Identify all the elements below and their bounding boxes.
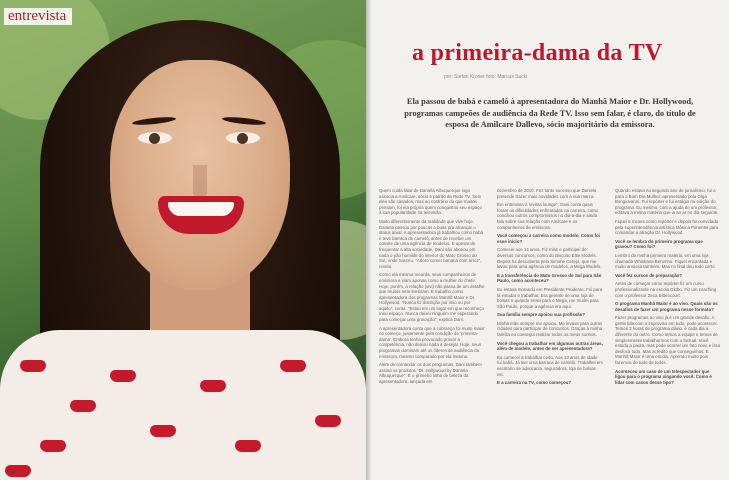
- paragraph: Fiquei 6 meses como repórter e depois fui convidada pela superintendência artística Mônica Pimentel para comandar a atração Dr. Hollywood.: [615, 218, 719, 236]
- interview-answer: Antes de começar como repórter fiz um curso profissionalizante na escola Globo. Fiz um coaching com o professor Zeca Bittencourt.: [615, 281, 717, 298]
- paragraph: Como ela mesma recorda, seus companheiros de emissora a viam apenas como a mulher do chefe. Hoje, porém, a relação (vivi) não passa de um detalhe que muitos nem lembram. E trabalho como apresentadora dos programas Manhã Maior e Dr. Hollywood. "Nunca fiz distinção por isso ou por aquilo", conta. "Estou em um lugar em que reconheço meu espaço. Nunca deixei ninguém me esperando para começar uma gravação", explica Dani.: [379, 272, 485, 323]
- interview-question: Você começou a carreira como modelo. Como foi esse início?: [497, 233, 600, 244]
- paragraph: Além de comandar os dois programas, Dani também assina os produtos "Dr. Hollywood by Daniela Albuquerque". É o primeiro linha de beleza da apresentadora, lançada em: [379, 362, 482, 384]
- paragraph: A apresentadora conta que a cobrança foi muito maior no começo, justamente pela condição de 'primeira-dama'. Embora tenha provocado provar a competência, não deixou nada a desejar. Hoje, seus programas dominam até os líderes de audiência da emissora, mesmo comparado por ela mesma.: [379, 325, 485, 359]
- interview-answer: Eu comecei a trabalhar cedo. Aos 13 anos de idade fui babá. Já tive uma barraca de camelô. Trabalhei em escritório de advocacia, seguradora, loja de bolsas etc.: [497, 354, 603, 377]
- paragraph: Em entrevista à revista lounge*, Dani conta quais foram os dificuldades enfrentadas na carreira, como conciliou outros compromissos no dia-a-dia e ainda fala sobre sua relação com Amilcare e os companheiros de emissora.: [497, 202, 599, 230]
- text-column-2: [497, 188, 603, 480]
- interview-question: E a transferência do Mato Grosso do Sul para São Paulo, como aconteceu?: [497, 272, 602, 284]
- paragraph: dezembro de 2010. Fez tanto sucesso que Daniela pretende trazer mais novidades com a sua marca.: [497, 188, 597, 199]
- interview-question: Sua família sempre apoiou sua profissão?: [497, 312, 586, 318]
- paragraph: Muito diferentemente da realidade que vive hoje, Daniela passou por poucas e boas pra alcançar o status atual. A apresentadora já trabalhou como babá e teve barraca de camelô, antes de receber um convite de uma agência de modelos. E apesar de frequentar a alta sociedade, Dani não abonou em nada o pão humilde do interior do Mato Grosso do Sul, onde nasceu. "Adoro comer banana com arroz", revela.: [379, 218, 483, 269]
- right-eye: [226, 132, 260, 144]
- lip-print: [280, 360, 306, 372]
- article-page: [366, 0, 729, 480]
- teeth: [168, 202, 234, 216]
- lip-print: [235, 440, 261, 452]
- article-byline: por: Stefan Kroner foto: Marcus Sucki: [444, 74, 528, 80]
- article-headline: a primeira-dama da TV: [412, 40, 663, 66]
- interview-question: Aconteceu um caso de um telespectador que ligou para o programa xingando você. Como é lidar com casos desse tipo?: [615, 368, 712, 385]
- page-gutter: [366, 0, 372, 480]
- lip-print-blouse: [0, 330, 366, 480]
- interview-answer: Comecei aos 14 anos. Fiz miss e participei de diversos concursos, como do Biscoito Elite Models. Depois fui descoberta pela Simone Cerejo, que me levou para uma agência de modelos, a Mega Models.: [497, 247, 602, 270]
- lip-print: [110, 370, 136, 382]
- interview-question: Você fez cursos de preparação?: [615, 272, 683, 278]
- article-body: [379, 188, 723, 480]
- interview-question: Você chegou a trabalhar em algumas outras áreas, além de modelo, antes de ser apresentadora?: [497, 340, 603, 352]
- text-column-3: [615, 188, 721, 480]
- lip-print: [40, 440, 66, 452]
- lip-print: [20, 360, 46, 372]
- lip-print: [70, 400, 96, 412]
- section-label: entrevista: [4, 8, 72, 25]
- lip-print: [5, 465, 31, 477]
- interview-answer: Fazer programas ao vivo já é um grande desafio. A gente lida com o improviso em tudo, pode acontecer. Temos 3 horas de programa diário, é cada dia a diferente do outro. Como temos a equipe e temos de simplesmente trabalharmos com o factual. Você estuda a pauta, mas pode ocorrer um fato novo e isso desfoca tudo. Mas acredito que conseguimos. E Manhã Maior é uma escola. Aprendo muito pois fazemos de tudo de todos.: [615, 315, 721, 366]
- paragraph: Quando estava no segundo ano de jornalismo, fui a para o Bom Dia Mulher, apresentado pela Olga Bongiovanni. Fui repórter e fui estágio na edição do programa. Eu mesmo, com a ajuda de um professor, editava a minha matéria que ia ao ar no dia seguinte.: [615, 188, 719, 216]
- lip-print: [150, 425, 176, 437]
- interview-answer: Eu estava morando em Presidente Prudente. Fui para lá estudar e trabalhar. Era gerente de uma loja de bolsas e quando ensei para o Mega, me mudei para São Paulo, porque a agência era aqui.: [497, 286, 603, 309]
- interview-answer: Lembro da minha primeira matéria, em uma loja chamada Whiskaria Benerino. Fiquei encantada e muito ansiosa também. Mas no final deu tudo certo.: [615, 252, 716, 270]
- interview-question: E a carreira na TV, como começou?: [497, 380, 572, 386]
- page-number: 34: [10, 470, 16, 476]
- paragraph: Quem cuida falar de Daniela Albuquerque logo associa a Amilcare, sócio e patrão da Rede TV. Sem eles são casados, mas ao contrário do que muitos pensam, foi ela própria quem conquistou seu espaço à sua popularidade na televisão.: [379, 188, 482, 216]
- nose: [193, 165, 207, 199]
- left-eye: [138, 132, 172, 144]
- interview-question: Você se lembra do primeiro programa que gravou? Como foi?: [615, 238, 703, 250]
- lip-print: [315, 415, 341, 427]
- lip-print: [200, 380, 226, 392]
- interview-answer: Minha mãe sempre me apoiou. Me levava para outras cidades para participar de concursos. Graças à minha família eu consegui realizar todos os meus sonhos.: [497, 320, 603, 338]
- text-column-1: [379, 188, 485, 480]
- article-lead: Ela passou de babá e camelô à apresentadora do Manhã Maior e Dr. Hollywood, programas campeões de audiência da Rede TV. Isso sem falar, é claro, do título de esposa de Amilcare Dallevo, sócio majoritário da emissora.: [404, 97, 696, 129]
- interview-question: O programa Manhã Maior é ao vivo. Quais são os desafios de fazer um programa nesse formato?: [615, 301, 718, 312]
